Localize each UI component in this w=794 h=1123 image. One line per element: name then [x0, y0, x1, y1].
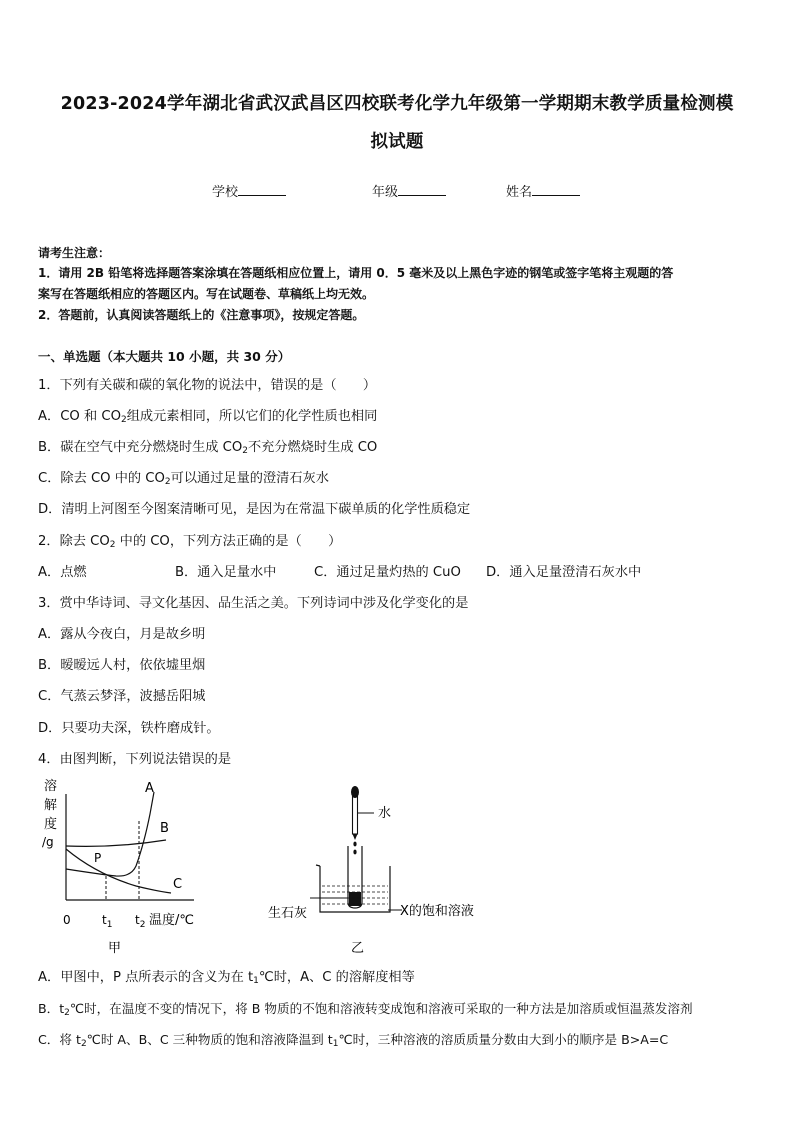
exam-title-line2: 拟试题	[370, 132, 424, 152]
q3-option-d[interactable]: D．只要功夫深，铁杵磨成针。	[38, 721, 220, 736]
q1-option-d[interactable]: D．清明上河图至今图案清晰可见，是因为在常温下碳单质的化学性质稳定	[38, 502, 471, 517]
name-blank[interactable]	[532, 183, 580, 196]
q3-option-c[interactable]: C．气蒸云梦泽，波撼岳阳城	[38, 689, 206, 704]
graph-ylabel-2: 解	[44, 798, 58, 813]
q1-option-c[interactable]: C．除去 CO 中的 $CO_2$可以通过足量的澄清石灰水	[38, 471, 329, 487]
q3-option-b[interactable]: B．暧暧远人村，依依墟里烟	[38, 658, 206, 673]
solubility-graph-figure	[36, 774, 211, 959]
name-field[interactable]	[506, 181, 580, 200]
q1-option-b[interactable]: B．碳在空气中充分燃烧时生成 $CO_2$不充分燃烧时生成 CO	[38, 440, 378, 456]
grade-blank[interactable]	[398, 183, 446, 196]
q1-stem: 1．下列有关碳和碳的氧化物的说法中，错误的是（ ）	[38, 378, 377, 393]
q2-option-a[interactable]: A．点燃	[38, 565, 87, 580]
grade-field[interactable]	[372, 181, 446, 200]
q2-option-d[interactable]: D．通入足量澄清石灰水中	[486, 565, 642, 580]
graph-x-label: 温度/℃	[149, 913, 194, 928]
point-p-label: P	[94, 851, 102, 865]
lime-label: 生石灰	[268, 906, 308, 921]
q2-option-b[interactable]: B．通入足量水中	[175, 565, 277, 580]
q4-stem: 4．由图判断，下列说法错误的是	[38, 752, 232, 767]
q4-option-b[interactable]: B．$t_2℃$时，在温度不变的情况下，将 B 物质的不饱和溶液转变成饱和溶液可采取的一种方法是加溶质或恒温蒸发溶剂	[38, 1001, 693, 1018]
solution-label: X的饱和溶液	[400, 904, 474, 919]
school-blank[interactable]	[238, 183, 286, 196]
notice-item2: 2．答题前，认真阅读答题纸上的《注意事项》，按规定答题。	[38, 308, 365, 322]
water-label: 水	[378, 806, 392, 821]
q2-option-c[interactable]: C．通过足量灼热的 CuO	[314, 565, 461, 580]
curve-a-label: A	[145, 781, 154, 796]
school-field[interactable]	[212, 181, 286, 200]
name-label: 姓名	[506, 185, 533, 200]
apparatus-caption: 乙	[351, 941, 365, 956]
notice-item1-line1: 1．请用 2B 铅笔将选择题答案涂填在答题纸相应位置上，请用 0．5 毫米及以上黑色字迹的钢笔或签字笔将主观题的答	[38, 266, 674, 280]
graph-ylabel-1: 溶	[44, 779, 58, 794]
curve-c-label: C	[173, 877, 183, 892]
grade-label: 年级	[372, 185, 399, 200]
curve-b-label: B	[160, 821, 169, 836]
q4-option-a[interactable]: A．甲图中，P 点所表示的含义为在 $t_1℃$时，A、C 的溶解度相等	[38, 970, 415, 986]
school-label: 学校	[212, 185, 239, 200]
notice-heading: 请考生注意：	[38, 246, 111, 260]
notice-item1-line2: 案写在答题纸相应的答题区内。写在试题卷、草稿纸上均无效。	[38, 287, 375, 301]
graph-origin: 0	[63, 913, 71, 927]
drop-1	[353, 842, 356, 847]
q1-option-a[interactable]: A．CO 和 $CO_2$组成元素相同，所以它们的化学性质也相同	[38, 409, 378, 425]
beaker-apparatus-figure	[262, 774, 492, 959]
graph-ylabel-3: 度	[44, 817, 58, 832]
graph-caption: 甲	[108, 941, 122, 956]
graph-ylabel-4: /g	[42, 835, 54, 849]
curve-b	[66, 840, 166, 846]
exam-title-line1: 2023-2024学年湖北省武汉武昌区四校联考化学九年级第一学期期末教学质量检测模	[60, 94, 734, 114]
beaker-lip	[316, 865, 320, 866]
section-heading: 一、单选题（本大题共 10 小题，共 30 分）	[38, 349, 291, 364]
q3-stem: 3．赏中华诗词、寻文化基因、品生活之美。下列诗词中涉及化学变化的是	[38, 596, 469, 611]
dropper-tip	[353, 834, 358, 840]
curve-a	[66, 792, 154, 876]
dropper-tube	[353, 796, 358, 834]
q4-option-c[interactable]: C．将 $t_2℃$时 A、B、C 三种物质的饱和溶液降温到 $t_1℃$时，三种溶液的溶质质量分数由大到小的顺序是 B>A=C	[38, 1032, 669, 1049]
q2-stem: 2．除去 $CO_2$ 中的 CO，下列方法正确的是（ ）	[38, 534, 342, 550]
q3-option-a[interactable]: A．露从今夜白，月是故乡明	[38, 627, 206, 642]
graph-t1-label: $t_1$	[102, 913, 113, 930]
graph-t2-label: $t_2$	[135, 913, 146, 930]
drop-2	[353, 850, 356, 855]
